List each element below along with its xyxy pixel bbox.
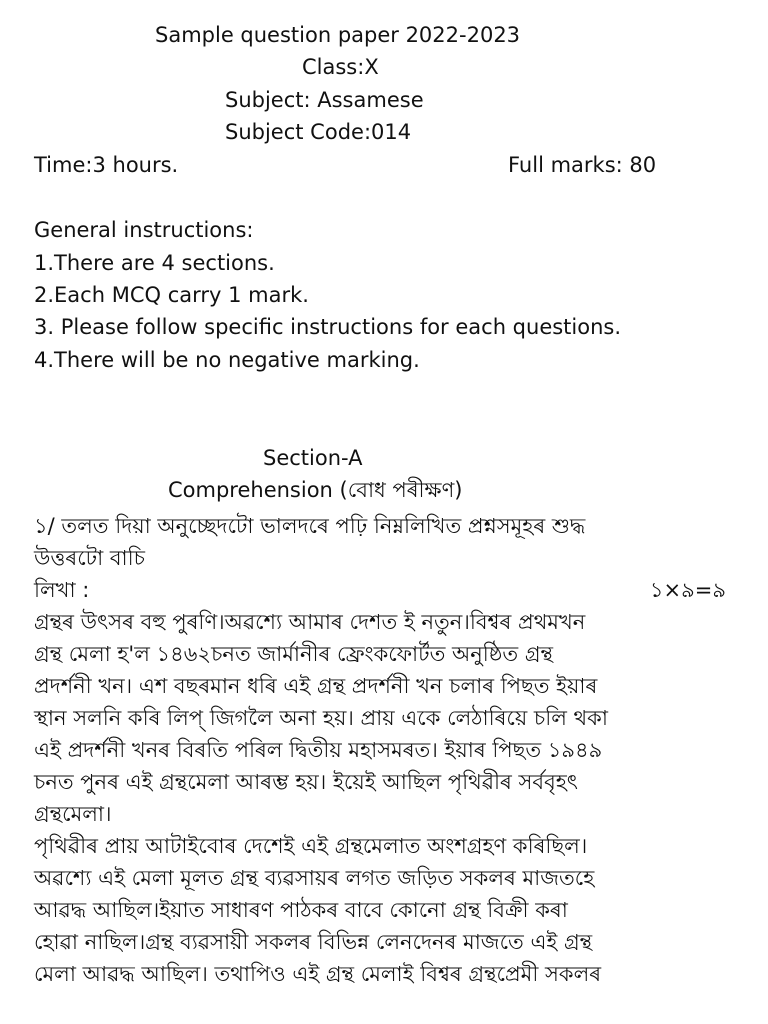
subject-label: Subject: Assamese bbox=[225, 88, 424, 112]
instruction-item: 3. Please follow specific instructions for each questions. bbox=[34, 315, 622, 339]
instruction-item: 1.There are 4 sections. bbox=[34, 251, 275, 275]
passage-line: পৃথিৱীৰ প্ৰায় আটাইবোৰ দেশেই এই গ্ৰন্থমেলাত অংশগ্ৰহণ কৰিছিল। bbox=[34, 834, 588, 858]
passage-line: অৱশ্যে এই মেলা মূলত গ্ৰন্থ ব্যৱসায়ৰ লগত জড়িত সকলৰ মাজতহে bbox=[34, 866, 595, 890]
question-block bbox=[34, 510, 734, 574]
class-label: Class:X bbox=[302, 55, 379, 79]
question-line: লিখা : bbox=[34, 578, 90, 602]
passage-line: হোৱা নাছিল।গ্ৰন্থ ব্যৱসায়ী সকলৰ বিভিন্ন লেনদেনৰ মাজতে এই গ্ৰন্থ bbox=[34, 930, 593, 954]
question-marks: ১×৯=৯ bbox=[649, 578, 726, 602]
passage-line: গ্ৰন্থৰ উৎসৰ বহু পুৰণি।অৱশ্যে আমাৰ দেশত ই নতুন।বিশ্বৰ প্ৰথমখন bbox=[34, 610, 586, 634]
subject-code-label: Subject Code:014 bbox=[225, 120, 412, 144]
passage-line: প্ৰদৰ্শনী খন। এশ বছৰমান ধৰি এই গ্ৰন্থ প্ৰদৰ্শনী খন চলাৰ পিছত ইয়াৰ bbox=[34, 674, 598, 698]
passage-line: গ্ৰন্থ মেলা হ'ল ১৪৬২চনত জাৰ্মানীৰ ফ্ৰেংকফোৰ্টত অনুষ্ঠিত গ্ৰন্থ bbox=[34, 642, 553, 666]
paper-title: Sample question paper 2022-2023 bbox=[155, 23, 521, 47]
passage-line: আৱদ্ধ আছিল।ইয়াত সাধাৰণ পাঠকৰ বাবে কোনো গ্ৰন্থ বিক্ৰী কৰা bbox=[34, 898, 568, 922]
passage-line: মেলা আৱদ্ধ আছিল। তথাপিও এই গ্ৰন্থ মেলাই বিশ্বৰ গ্ৰন্থপ্ৰেমী সকলৰ bbox=[34, 962, 602, 986]
full-marks-label: Full marks: 80 bbox=[508, 153, 657, 177]
question-line: ১/ তলত দিয়া অনুচ্ছেদটো ভালদৰে পঢ়ি নিম্নলিখিত প্ৰশ্নসমূহৰ শুদ্ধ bbox=[34, 514, 586, 538]
instruction-item: 2.Each MCQ carry 1 mark. bbox=[34, 283, 309, 307]
passage-line: স্থান সলনি কৰি লিপ্‌ জিগলৈ অনা হয়। প্ৰায় একে লেঠাৰিয়ে চলি থকা bbox=[34, 706, 608, 730]
question-marks-row bbox=[34, 574, 734, 606]
section-subtitle: Comprehension (বোধ পৰীক্ষণ) bbox=[168, 478, 463, 502]
passage bbox=[34, 606, 734, 990]
time-label: Time:3 hours. bbox=[34, 153, 179, 177]
instruction-item: 4.There will be no negative marking. bbox=[34, 348, 420, 372]
passage-line: গ্ৰন্থমেলা। bbox=[34, 802, 112, 826]
question-line: উত্তৰটো বাচি bbox=[34, 546, 145, 570]
passage-line: চনত পুনৰ এই গ্ৰন্থমেলা আৰম্ভ হয়। ইয়েই আছিল পৃথিৱীৰ সৰ্ববৃহৎ bbox=[34, 770, 579, 794]
instructions-heading: General instructions: bbox=[34, 218, 254, 242]
passage-line: এই প্ৰদৰ্শনী খনৰ বিৰতি পৰিল দ্বিতীয় মহাসমৰত। ইয়াৰ পিছত ১৯৪৯ bbox=[34, 738, 603, 762]
section-title: Section-A bbox=[263, 446, 363, 470]
